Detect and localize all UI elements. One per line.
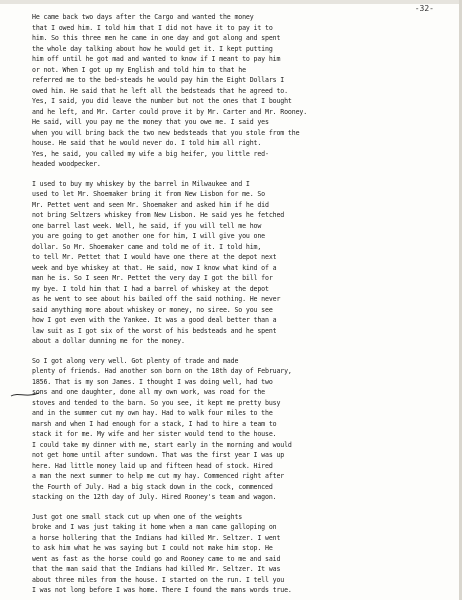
text-line: my bye. I told him that I had a barrel of whiskey at the depot bbox=[32, 284, 269, 293]
text-line: dollar. So Mr. Shoemaker came and told me of it. I told him, bbox=[32, 242, 262, 251]
text-line: about a dollar dunning me for the money. bbox=[32, 337, 185, 345]
text-line: a horse hollering that the Indians had killed Mr. Seltzer. I went bbox=[32, 533, 281, 542]
text-line: 1856. That is my son James. I thought I was doing well, had two bbox=[32, 377, 273, 386]
text-line: referred me to the bed-steads he would pay him the Eight Dollars I bbox=[32, 76, 285, 84]
text-line: stack it for me. My wife and her sister would tend to the house. bbox=[32, 430, 277, 438]
text-line: Just got one small stack cut up when one of the weights bbox=[32, 512, 243, 521]
text-line: He said, will you pay me the money that you owe me. I said yes bbox=[32, 118, 269, 126]
text-line: said anything more about whiskey or money, no siree. So you see bbox=[32, 305, 273, 314]
text-line: not get home until after sundown. That was the first year I was up bbox=[32, 451, 285, 459]
text-line: went as fast as the horse could go and Rooney came to me and said bbox=[32, 554, 281, 563]
text-line: Yes, I said, you did leave the number but not the ones that I bought bbox=[32, 97, 292, 105]
text-line: or not. When I got up my English and told him to that he bbox=[32, 65, 246, 74]
text-line: as he went to see about his bailed off the said nothing. He never bbox=[32, 295, 281, 303]
page-top-edge bbox=[0, 0, 462, 4]
paragraph-2 bbox=[32, 179, 432, 347]
text-line: and he left, and Mr. Carter could prove it by Mr. Carter and Mr. Rooney. bbox=[32, 107, 308, 116]
text-line: the whole day talking about how he would get it. I kept putting bbox=[32, 44, 273, 53]
text-line: sons and one daughter, done all my own work, was road for the bbox=[32, 388, 266, 396]
text-line: a man the next summer to help me cut my hay. Commenced right after bbox=[32, 472, 285, 480]
text-line: about three miles from the house. I started on the run. I tell you bbox=[32, 575, 285, 584]
text-line: house. He said that he would never do. I told him all right. bbox=[32, 139, 262, 147]
text-line: law suit as I got six of the worst of his bedsteads and he spent bbox=[32, 326, 277, 335]
text-line: owed him. He said that he left all the bedsteads that he agreed to. bbox=[32, 86, 288, 95]
text-line: He came back two days after the Cargo and wanted the money bbox=[32, 13, 254, 21]
text-line: stacking on the 12th day of July. Hired Rooney's team and wagon. bbox=[32, 493, 277, 501]
text-line: that the man said that the Indians had killed Mr. Seltzer. It was bbox=[32, 565, 281, 573]
text-line: used to let Mr. Shoemaker bring it from New Lisbon for me. So bbox=[32, 190, 266, 198]
paragraph-1 bbox=[32, 12, 432, 170]
text-line: to ask him what he was saying but I could not make him stop. He bbox=[32, 544, 273, 552]
text-line: you are going to get another one for him, I will give you one bbox=[32, 232, 266, 240]
text-line: week and bye whiskey at that. He said, now I know what kind of a bbox=[32, 263, 277, 272]
text-line: marsh and when I had enough for a stack, I had to hire a team to bbox=[32, 419, 277, 428]
text-line: the Fourth of July. Had a big stack down in the cock, commenced bbox=[32, 482, 273, 491]
text-line: here. Had little money laid up and fifteen head of stock. Hired bbox=[32, 461, 273, 470]
text-line: headed woodpecker. bbox=[32, 160, 101, 168]
text-line: I used to buy my whiskey by the barrel in Milwaukee and I bbox=[32, 179, 250, 188]
document-body bbox=[32, 12, 432, 600]
paragraph-3 bbox=[32, 356, 432, 503]
text-line: Yes, he said, you called my wife a big heifer, you little red- bbox=[32, 149, 269, 158]
text-line: how I got even with the Yankee. It was a good deal better than a bbox=[32, 316, 277, 324]
text-line: stoves and tended to the barn. So you see, it kept me pretty busy bbox=[32, 398, 281, 407]
text-line: plenty of friends. Had another son born on the 18th day of February, bbox=[32, 367, 292, 375]
text-line: him. So this three men he came in one day and got along and spent bbox=[32, 34, 281, 42]
text-line: Mr. Pettet went and seen Mr. Shoemaker and asked him if he did bbox=[32, 200, 269, 209]
paragraph-4 bbox=[32, 512, 432, 596]
text-line: So I got along very well. Got plenty of trade and made bbox=[32, 356, 239, 365]
text-line: to tell Mr. Pettet that I would have one there at the depot next bbox=[32, 253, 277, 261]
text-line: when you will bring back the two new bedsteads that you stole from the bbox=[32, 128, 300, 137]
page-number: -32- bbox=[414, 4, 434, 13]
text-line: not bring Seltzers whiskey from New Lisbon. He said yes he fetched bbox=[32, 211, 285, 219]
text-line: him off until he got mad and wanted to know if I meant to pay him bbox=[32, 55, 281, 63]
text-line: I was not long before I was home. There I found the mans words true. bbox=[32, 586, 292, 594]
text-line: I could take my dinner with me, start early in the morning and would bbox=[32, 440, 292, 449]
text-line: one barrel last week. Well, he said, if you will tell me how bbox=[32, 221, 262, 230]
text-line: man he is. So I seen Mr. Pettet the very day I got the bill for bbox=[32, 274, 273, 282]
text-line: and in the summer cut my own hay. Had to walk four miles to the bbox=[32, 409, 273, 417]
text-line: broke and I was just taking it home when a man came galloping on bbox=[32, 523, 277, 531]
text-line: that I owed him. I told him that I did not have it to pay it to bbox=[32, 23, 273, 32]
